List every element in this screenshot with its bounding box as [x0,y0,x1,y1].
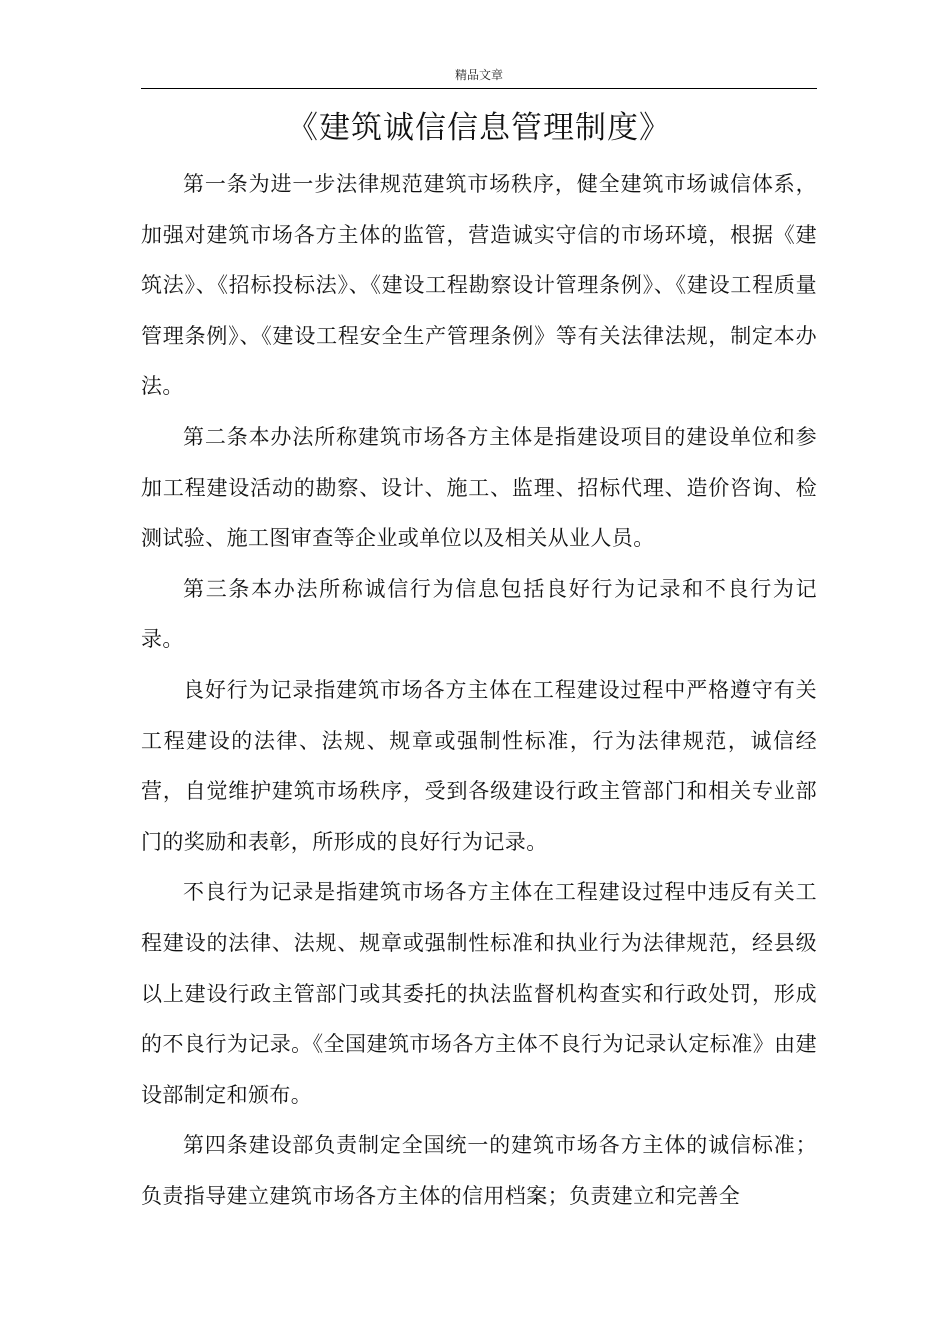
paragraph-bad-record: 不良行为记录是指建筑市场各方主体在工程建设过程中违反有关工程建设的法律、法规、规章或强制性标准和执业行为法律规范，经县级以上建设行政主管部门或其委托的执法监督机构查实和行政处罚，形成的不良行为记录。《全国建筑市场各方主体不良行为记录认定标准》由建设部制定和颁布。 [141,880,817,1107]
paragraph-article-2: 第二条本办法所称建筑市场各方主体是指建设项目的建设单位和参加工程建设活动的勘察、设计、施工、监理、招标代理、造价咨询、检测试验、施工图审查等企业或单位以及相关从业人员。 [141,424,817,551]
document-body [141,159,817,1221]
paragraph-good-record: 良好行为记录指建筑市场各方主体在工程建设过程中严格遵守有关工程建设的法律、法规、规章或强制性标准，行为法律规范，诚信经营，自觉维护建筑市场秩序，受到各级建设行政主管部门和相关专业部门的奖励和表彰，所形成的良好行为记录。 [141,677,817,854]
page-header [141,62,817,89]
paragraph-article-3: 第三条本办法所称诚信行为信息包括良好行为记录和不良行为记录。 [141,576,817,652]
paragraph-article-1: 第一条为进一步法律规范建筑市场秩序，健全建筑市场诚信体系，加强对建筑市场各方主体的监管，营造诚实守信的市场环境，根据《建筑法》、《招标投标法》、《建设工程勘察设计管理条例》、《建设工程质量管理条例》、《建设工程安全生产管理条例》等有关法律法规，制定本办法。 [141,172,817,399]
header-text: 精品文章 [454,68,503,82]
document-title: 《建筑诚信信息管理制度》 [287,110,671,146]
paragraph-article-4: 第四条建设部负责制定全国统一的建筑市场各方主体的诚信标准；负责指导建立建筑市场各方主体的信用档案；负责建立和完善全 [141,1133,817,1208]
